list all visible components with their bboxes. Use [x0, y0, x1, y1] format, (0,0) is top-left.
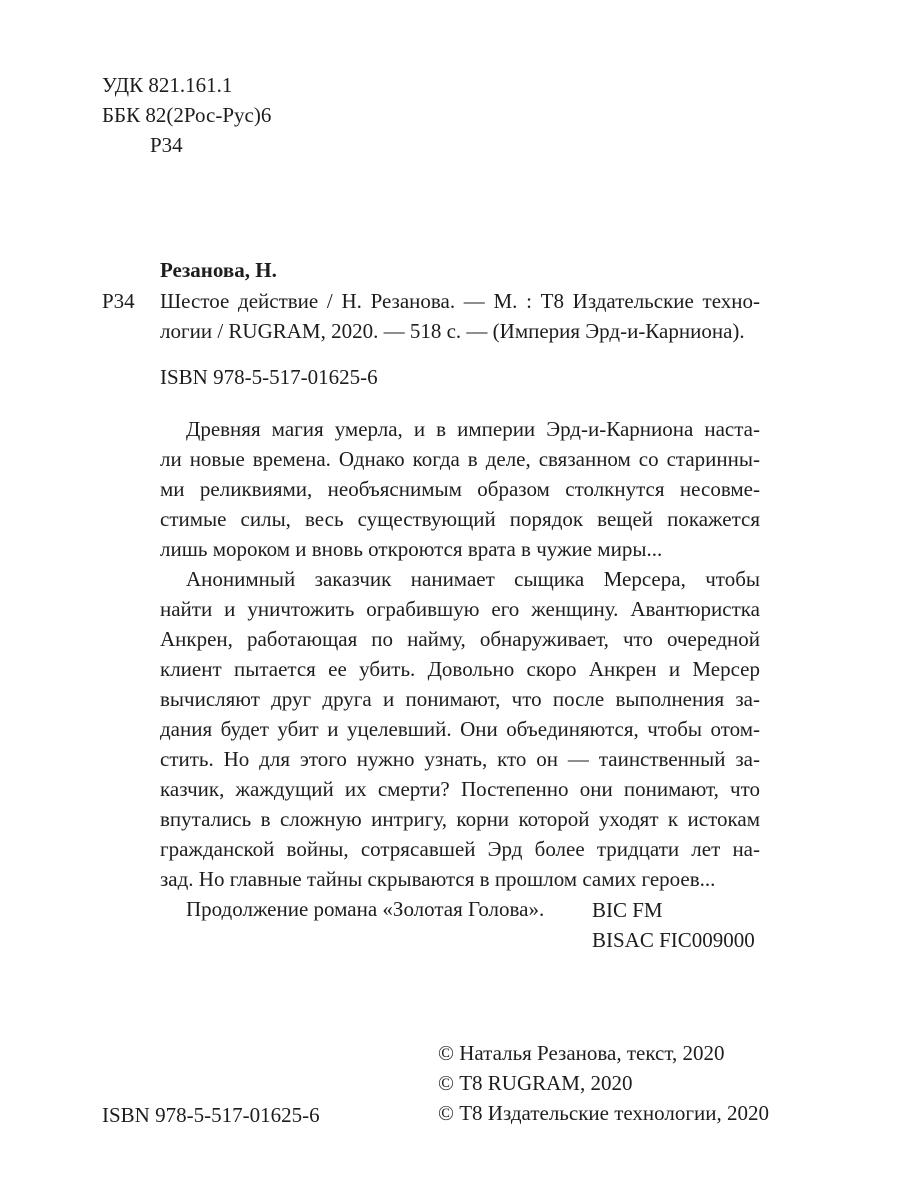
annotation-line: Анонимный заказчик нанимает сыщика Мерсера, чтобы	[186, 567, 760, 591]
annotation-line: гражданской войны, сотрясавшей Эрд более тридцати лет на-	[160, 837, 760, 861]
copyright-line: © Т8 Издательские технологии, 2020	[438, 1101, 769, 1125]
biblio-line: логии / RUGRAM, 2020. — 518 с. — (Империя Эрд-и-Карниона).	[160, 319, 745, 343]
copyright-notices	[438, 1038, 769, 1128]
annotation-line: стить. Но для этого нужно узнать, кто он — таинственный за-	[160, 747, 760, 771]
isbn-entry: ISBN 978-5-517-01625-6	[160, 365, 378, 389]
author-mark-code: Р34	[150, 133, 183, 157]
annotation-line: ми реликвиями, необъяснимым образом столкнутся несовме-	[160, 477, 760, 501]
biblio-line: Шестое действие / Н. Резанова. — М. : Т8 Издательские техно-	[160, 289, 760, 313]
annotation-line: стимые силы, весь существующий порядок вещей покажется	[160, 507, 760, 531]
entry-author-mark: Р34	[102, 289, 135, 313]
annotation	[160, 414, 760, 924]
bisac-code: BISAC FIC009000	[592, 928, 755, 952]
subject-codes	[592, 895, 755, 955]
copyright-line: © Наталья Резанова, текст, 2020	[438, 1041, 725, 1065]
annotation-line: вычисляют друг друга и понимают, что после выполнения за-	[160, 687, 760, 711]
annotation-line: ли новые времена. Однако когда в деле, связанном со старинны-	[160, 447, 760, 471]
annotation-line: Древняя магия умерла, и в империи Эрд-и-Карниона наста-	[186, 417, 760, 441]
copyright-line: © Т8 RUGRAM, 2020	[438, 1071, 633, 1095]
bibliographic-description	[160, 286, 760, 346]
udk-code: УДК 821.161.1	[102, 73, 233, 97]
bic-code: BIC FM	[592, 898, 663, 922]
isbn-footer: ISBN 978-5-517-01625-6	[102, 1103, 320, 1127]
author-name: Резанова, Н.	[160, 258, 277, 282]
annotation-line: найти и уничтожить ограбившую его женщину. Авантюристка	[160, 597, 760, 621]
annotation-line: Продолжение романа «Золотая Голова».	[186, 897, 545, 921]
annotation-line: Анкрен, работающая по найму, обнаруживает, что очередной	[160, 627, 760, 651]
annotation-line: казчик, жаждущий их смерти? Постепенно они понимают, что	[160, 777, 760, 801]
classification-codes	[102, 70, 271, 160]
bbk-code: ББК 82(2Рос-Рус)6	[102, 103, 272, 127]
annotation-line: зад. Но главные тайны скрываются в прошлом самих героев...	[160, 867, 716, 891]
annotation-line: дания будет убит и уцелевший. Они объединяются, чтобы отом-	[160, 717, 760, 741]
annotation-line: впутались в сложную интригу, корни которой уходят к истокам	[160, 807, 760, 831]
annotation-line: лишь мороком и вновь откроются врата в чужие миры...	[160, 537, 663, 561]
annotation-line: клиент пытается ее убить. Довольно скоро Анкрен и Мерсер	[160, 657, 760, 681]
